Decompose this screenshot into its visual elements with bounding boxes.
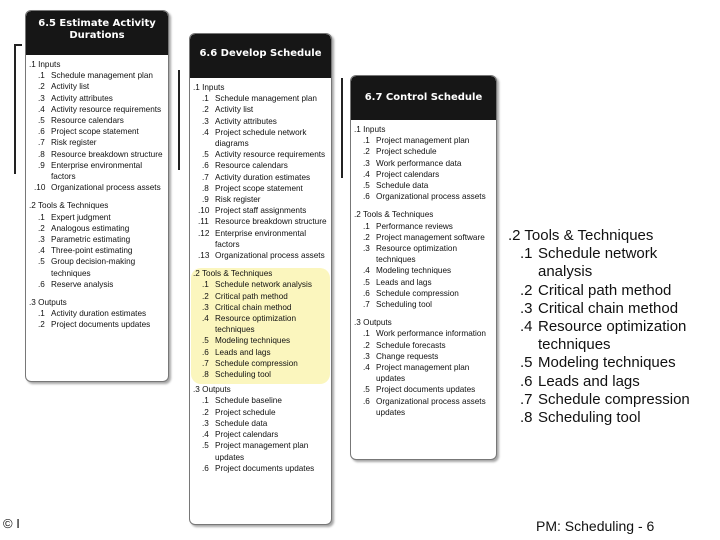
callout-item-number: .3 <box>520 299 533 317</box>
list-item <box>354 384 493 395</box>
item-text: Critical path method <box>215 291 288 301</box>
list-item <box>29 182 165 193</box>
list-item <box>193 291 328 302</box>
item-text: Work performance data <box>376 158 462 168</box>
process-card-control-schedule <box>350 75 497 460</box>
list-item <box>354 243 493 265</box>
card-body <box>190 78 331 524</box>
list-item <box>354 191 493 202</box>
item-number: .5 <box>38 257 45 267</box>
item-text: Schedule compression <box>215 358 298 368</box>
item-number: .2 <box>363 232 370 242</box>
item-number: .3 <box>38 93 45 103</box>
copyright-text: © I <box>3 516 20 531</box>
item-number: .1 <box>202 280 209 290</box>
list-item <box>354 328 493 339</box>
item-number: .1 <box>38 212 45 222</box>
item-text: Activity attributes <box>215 116 277 126</box>
list-item <box>29 149 165 160</box>
callout-item-number: .4 <box>520 318 533 336</box>
item-text: Project management software <box>376 232 485 242</box>
item-number: .4 <box>363 266 370 276</box>
list-item <box>193 250 328 261</box>
item-text: Activity attributes <box>51 93 113 103</box>
list-item <box>193 429 328 440</box>
section-2-tools-techniques <box>191 268 330 384</box>
callout-item <box>508 282 714 300</box>
item-text: Schedule management plan <box>215 94 317 104</box>
list-item <box>29 245 165 256</box>
card-title: 6.5 Estimate Activity Durations <box>26 11 168 55</box>
item-text: Leads and lags <box>215 347 271 357</box>
item-text: Activity resource requirements <box>215 150 326 160</box>
item-number: .4 <box>202 430 209 440</box>
list-item <box>193 194 328 205</box>
callout-item-text: Leads and lags <box>538 372 640 390</box>
list-item <box>29 93 165 104</box>
item-number: .7 <box>38 138 45 148</box>
section-title: .2 Tools & Techniques <box>354 210 434 220</box>
list-item <box>193 228 328 250</box>
list-item <box>193 183 328 194</box>
section-title: .3 Outputs <box>193 385 231 395</box>
item-number: .4 <box>38 246 45 256</box>
list-item <box>193 93 328 104</box>
callout-list <box>508 245 714 427</box>
item-text: Enterprise environmental factors <box>215 228 307 249</box>
item-number: .7 <box>363 300 370 310</box>
callout-item-number: .8 <box>520 409 533 427</box>
callout-item <box>508 318 714 354</box>
item-text: Project schedule network diagrams <box>215 127 307 149</box>
list-item <box>29 81 165 92</box>
item-number: .4 <box>363 169 370 179</box>
card-body <box>26 55 168 381</box>
item-text: Schedule management plan <box>51 71 153 81</box>
item-number: .3 <box>38 235 45 245</box>
list-item <box>354 340 493 351</box>
callout-item-text: Critical chain method <box>538 299 679 317</box>
item-number: .10 <box>34 183 46 193</box>
item-number: .3 <box>363 158 370 168</box>
item-number: .1 <box>363 136 370 146</box>
item-text: Modeling techniques <box>215 336 291 346</box>
item-text: Project scope statement <box>215 183 303 193</box>
section-title: .1 Inputs <box>29 60 61 69</box>
item-number: .3 <box>202 302 209 312</box>
item-number: .8 <box>38 149 45 159</box>
connector-line-2 <box>178 70 180 170</box>
list-item <box>29 234 165 245</box>
section-title: .3 Outputs <box>354 318 392 328</box>
section-title: .1 Inputs <box>193 83 225 92</box>
card-body <box>351 120 496 459</box>
list-item <box>354 299 493 310</box>
list-item <box>29 319 165 330</box>
item-number: .4 <box>363 363 370 373</box>
list-item <box>193 369 328 380</box>
callout-item <box>508 409 714 427</box>
item-text: Modeling techniques <box>376 266 452 276</box>
list-item <box>29 160 165 182</box>
callout-item <box>508 373 714 391</box>
item-text: Resource calendars <box>51 116 124 126</box>
callout-item-number: .6 <box>520 372 533 390</box>
slide-label: PM: Scheduling - 6 <box>536 518 655 534</box>
item-number: .3 <box>363 244 370 254</box>
item-text: Schedule forecasts <box>376 340 446 350</box>
item-text: Resource breakdown structure <box>51 149 163 159</box>
list-item <box>354 146 493 157</box>
item-number: .12 <box>198 228 210 238</box>
item-number: .4 <box>38 104 45 114</box>
item-number: .6 <box>363 396 370 406</box>
item-number: .10 <box>198 206 210 216</box>
item-text: Activity duration estimates <box>51 309 147 319</box>
item-text: Project schedule <box>215 407 276 417</box>
list-item <box>29 256 165 278</box>
list-item <box>193 127 328 149</box>
item-number: .7 <box>202 358 209 368</box>
item-number: .6 <box>202 463 209 473</box>
list-item <box>193 358 328 369</box>
item-number: .5 <box>202 150 209 160</box>
item-text: Organizational process assets <box>376 192 486 202</box>
item-text: Organizational process assets <box>51 183 161 193</box>
list-item <box>193 279 328 290</box>
list-item <box>193 418 328 429</box>
list-item <box>354 221 493 232</box>
item-text: Resource optimization techniques <box>376 244 458 265</box>
item-text: Project documents updates <box>51 320 151 330</box>
list-item <box>354 362 493 384</box>
item-number: .1 <box>202 94 209 104</box>
item-text: Project management plan updates <box>376 363 470 384</box>
item-text: Scheduling tool <box>376 300 432 310</box>
item-number: .2 <box>38 82 45 92</box>
list-item <box>354 232 493 243</box>
item-text: Activity list <box>51 82 90 92</box>
item-text: Resource calendars <box>215 161 288 171</box>
item-number: .8 <box>202 370 209 380</box>
callout-item-text: Schedule compression <box>538 390 690 408</box>
connector-line-1 <box>14 44 16 174</box>
section-title: .3 Outputs <box>29 298 67 308</box>
item-number: .6 <box>202 161 209 171</box>
list-item <box>193 205 328 216</box>
item-text: Change requests <box>376 351 439 361</box>
item-text: Resource breakdown structure <box>215 217 327 227</box>
section-title: .1 Inputs <box>354 125 386 134</box>
callout-item-text: Modeling techniques <box>538 354 676 372</box>
item-text: Organizational process assets <box>215 251 325 261</box>
item-text: Work performance information <box>376 329 486 339</box>
item-number: .5 <box>38 116 45 126</box>
item-text: Enterprise environmental factors <box>51 160 143 182</box>
item-text: Schedule baseline <box>215 396 282 406</box>
list-item <box>193 440 328 462</box>
list-item <box>193 347 328 358</box>
item-number: .6 <box>363 192 370 202</box>
item-text: Schedule network analysis <box>215 280 312 290</box>
item-number: .1 <box>363 221 370 231</box>
item-text: Project management plan updates <box>215 441 309 462</box>
item-text: Activity duration estimates <box>215 172 311 182</box>
callout-item <box>508 300 714 318</box>
list-item <box>193 172 328 183</box>
item-number: .6 <box>38 279 45 289</box>
item-number: .2 <box>202 105 209 115</box>
list-item <box>354 396 493 418</box>
item-text: Risk register <box>51 138 97 148</box>
callout-item <box>508 354 714 372</box>
callout-item-text: Resource optimization techniques <box>538 318 687 354</box>
process-card-estimate-durations <box>25 10 169 382</box>
item-text: Project staff assignments <box>215 206 307 216</box>
item-text: Organizational process assets updates <box>376 396 486 417</box>
item-number: .3 <box>202 418 209 428</box>
item-number: .6 <box>38 127 45 137</box>
item-number: .1 <box>363 329 370 339</box>
process-card-develop-schedule <box>189 33 332 525</box>
list-item <box>29 70 165 81</box>
card-title: 6.6 Develop Schedule <box>190 34 331 78</box>
list-item <box>29 279 165 290</box>
callout-item-number: .5 <box>520 354 533 372</box>
list-item <box>193 335 328 346</box>
item-number: .1 <box>202 396 209 406</box>
section-title: .2 Tools & Techniques <box>193 269 273 279</box>
item-text: Leads and lags <box>376 277 432 287</box>
section-1-inputs <box>193 82 328 261</box>
item-number: .2 <box>363 340 370 350</box>
item-text: Parametric estimating <box>51 235 131 245</box>
item-text: Project documents updates <box>376 385 476 395</box>
item-number: .11 <box>198 217 209 227</box>
list-item <box>354 169 493 180</box>
section-1-inputs <box>354 124 493 202</box>
item-number: .2 <box>363 147 370 157</box>
item-text: Three-point estimating <box>51 246 133 256</box>
tools-techniques-callout <box>508 227 714 427</box>
list-item <box>193 104 328 115</box>
item-text: Project scope statement <box>51 127 139 137</box>
list-item <box>193 149 328 160</box>
item-number: .1 <box>38 309 45 319</box>
list-item <box>193 313 328 335</box>
section-3-outputs <box>354 317 493 418</box>
item-text: Activity resource requirements <box>51 104 162 114</box>
item-number: .5 <box>363 385 370 395</box>
item-number: .9 <box>38 160 45 170</box>
item-number: .2 <box>38 223 45 233</box>
list-item <box>354 288 493 299</box>
item-text: Expert judgment <box>51 212 111 222</box>
item-number: .5 <box>202 336 209 346</box>
card-title: 6.7 Control Schedule <box>351 76 496 120</box>
callout-item-number: .2 <box>520 281 533 299</box>
section-title: .2 Tools & Techniques <box>29 201 109 211</box>
item-number: .4 <box>202 127 209 137</box>
callout-item-number: .7 <box>520 390 533 408</box>
item-number: .5 <box>363 277 370 287</box>
list-item <box>193 160 328 171</box>
callout-item <box>508 245 714 281</box>
connector-line-3 <box>341 78 343 178</box>
item-number: .7 <box>202 172 209 182</box>
section-3-outputs <box>193 384 328 474</box>
item-text: Project calendars <box>376 169 440 179</box>
item-text: Reserve analysis <box>51 279 114 289</box>
callout-item <box>508 391 714 409</box>
list-item <box>193 302 328 313</box>
item-text: Schedule data <box>376 181 429 191</box>
item-number: .5 <box>363 181 370 191</box>
item-number: .6 <box>202 347 209 357</box>
callout-item-text: Scheduling tool <box>538 409 641 427</box>
item-text: Scheduling tool <box>215 370 271 380</box>
item-text: Performance reviews <box>376 221 453 231</box>
item-number: .13 <box>198 251 210 261</box>
item-text: Project documents updates <box>215 463 315 473</box>
list-item <box>354 158 493 169</box>
item-number: .2 <box>202 407 209 417</box>
item-number: .1 <box>38 71 45 81</box>
list-item <box>193 216 328 227</box>
list-item <box>29 126 165 137</box>
item-text: Resource optimization techniques <box>215 314 297 335</box>
list-item <box>193 407 328 418</box>
item-number: .2 <box>202 291 209 301</box>
list-item <box>29 104 165 115</box>
callout-item-text: Schedule network analysis <box>538 245 658 281</box>
callout-item-text: Critical path method <box>538 281 672 299</box>
callout-item-number: .1 <box>520 245 533 263</box>
list-item <box>29 308 165 319</box>
list-item <box>29 115 165 126</box>
list-item <box>193 395 328 406</box>
section-2-tools-techniques <box>354 209 493 310</box>
item-text: Schedule compression <box>376 288 459 298</box>
item-text: Activity list <box>215 105 254 115</box>
section-1-inputs <box>29 59 165 193</box>
list-item <box>193 116 328 127</box>
item-number: .3 <box>202 116 209 126</box>
item-text: Project calendars <box>215 430 279 440</box>
callout-title: .2 Tools & Techniques <box>508 227 654 244</box>
item-text: Analogous estimating <box>51 223 130 233</box>
item-text: Critical chain method <box>215 302 292 312</box>
item-number: .9 <box>202 195 209 205</box>
item-text: Schedule data <box>215 418 268 428</box>
item-number: .2 <box>38 320 45 330</box>
item-number: .6 <box>363 288 370 298</box>
list-item <box>354 180 493 191</box>
list-item <box>354 277 493 288</box>
item-number: .5 <box>202 441 209 451</box>
item-text: Project management plan <box>376 136 470 146</box>
item-number: .3 <box>363 351 370 361</box>
section-3-outputs <box>29 297 165 331</box>
item-text: Risk register <box>215 195 261 205</box>
list-item <box>354 265 493 276</box>
list-item <box>193 463 328 474</box>
list-item <box>29 137 165 148</box>
item-text: Group decision-making techniques <box>51 257 136 278</box>
item-number: .4 <box>202 314 209 324</box>
list-item <box>354 135 493 146</box>
item-text: Project schedule <box>376 147 437 157</box>
section-2-tools-techniques <box>29 200 165 290</box>
list-item <box>354 351 493 362</box>
item-number: .8 <box>202 183 209 193</box>
list-item <box>29 212 165 223</box>
list-item <box>29 223 165 234</box>
connector-stub <box>14 44 22 46</box>
